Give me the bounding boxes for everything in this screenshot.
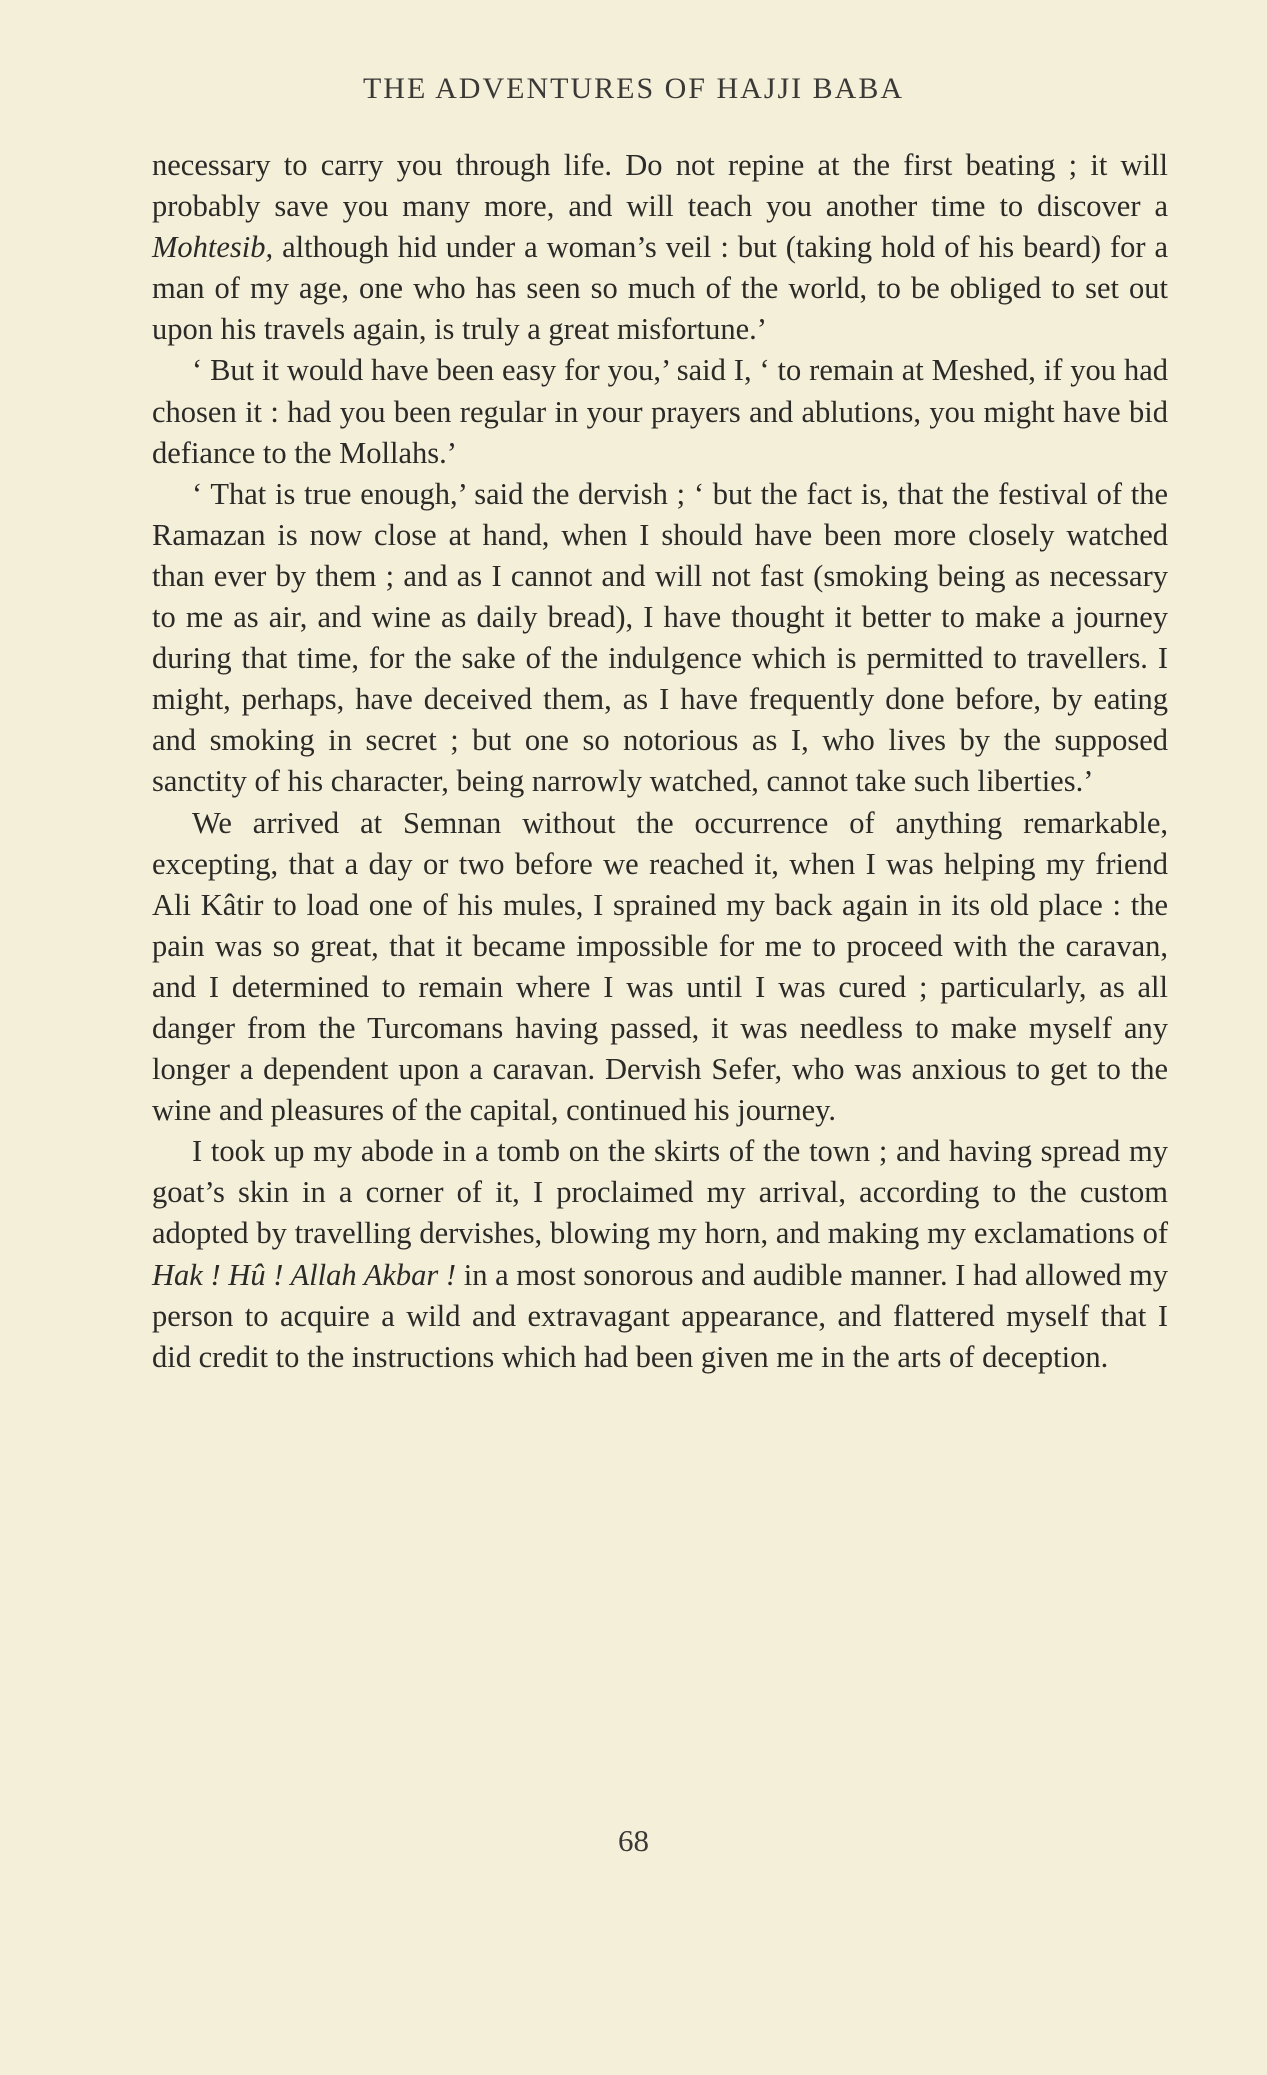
page-number: 68 bbox=[618, 1823, 649, 1858]
paragraph-5-text-b: in a most sonorous and audible manner. I had allowed my person to acquire a wild and extravagant appearance, and flattered myself that I did credit to the instructions which had been given me in the arts of deception. bbox=[152, 1257, 1168, 1374]
body-text bbox=[152, 145, 1168, 1378]
paragraph-1-text-a: necessary to carry you through life. Do not repine at the first beating ; it will probably save you many more, and will teach you another time to discover a bbox=[152, 148, 1168, 224]
running-head: THE ADVENTURES OF HAJJI BABA bbox=[362, 72, 905, 105]
paragraph-2: ‘ But it would have been easy for you,’ said I, ‘ to remain at Meshed, if you had chosen it : had you been regular in your prayers and ablutions, you might have bid defiance to the Mollahs.’ bbox=[152, 353, 1168, 470]
paragraph-1-text-b: although hid under a woman’s veil : but (taking hold of his beard) for a man of my age, one who has seen so much of the world, to be obliged to set out upon his travels again, is truly a great misfortune.’ bbox=[152, 230, 1168, 347]
paragraph-5-italic: Hak ! Hû ! Allah Akbar ! bbox=[152, 1257, 457, 1292]
paragraph-4: We arrived at Semnan without the occurrence of anything remarkable, excepting, that a day or two before we reached it, when I was helping my friend Ali Kâtir to load one of his mules, I sprained my back again in its old place : the pain was so great, that it became impossible for me to proceed with the caravan, and I determined to remain where I was until I was cured ; particularly, as all danger from the Turcomans having passed, it was needless to make myself any longer a dependent upon a caravan. Dervish Sefer, who was anxious to get to the wine and pleasures of the capital, continued his journey. bbox=[152, 805, 1168, 1128]
paragraph-1-italic: Mohtesib, bbox=[152, 230, 274, 265]
paragraph-5 bbox=[152, 1131, 1168, 1378]
paragraph-1 bbox=[152, 145, 1168, 350]
paragraph-3: ‘ That is true enough,’ said the dervish ; ‘ but the fact is, that the festival of the Ramazan is now close at hand, when I should have been more closely watched than ever by them ; and as I cannot and will not fast (smoking being as necessary to me as air, and wine as daily bread), I have thought it better to make a journey during that time, for the sake of the indulgence which is permitted to travellers. I might, perhaps, have deceived them, as I have frequently done before, by eating and smoking in secret ; but one so notorious as I, who lives by the supposed sanctity of his character, being narrowly watched, cannot take such liberties.’ bbox=[152, 476, 1168, 799]
paragraph-5-text-a: I took up my abode in a tomb on the skirts of the town ; and having spread my goat’s skin in a corner of it, I proclaimed my arrival, according to the custom adopted by travelling dervishes, blowing my horn, and making my exclamations of bbox=[152, 1134, 1168, 1251]
